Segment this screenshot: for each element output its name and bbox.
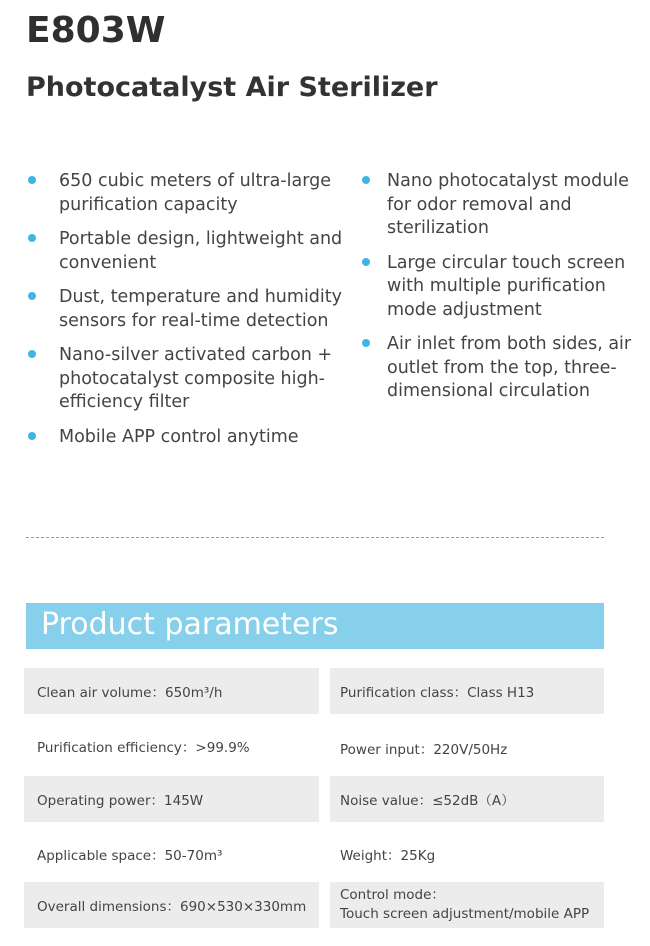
bullet-icon	[28, 432, 36, 440]
bullet-icon	[362, 258, 370, 266]
bullet-icon	[28, 234, 36, 242]
feature-text: Nano photocatalyst module for odor removal and sterilization	[387, 171, 629, 238]
param-purification-efficiency: Purification efficiency：>99.9%	[37, 740, 250, 756]
param-operating-power: Operating power：145W	[24, 776, 319, 822]
bullet-icon	[28, 350, 36, 358]
param-clean-air-volume: Clean air volume：650m³/h	[24, 668, 319, 714]
feature-item	[360, 170, 645, 241]
param-purification-class: Purification class：Class H13	[330, 668, 604, 714]
product-title: Photocatalyst Air Sterilizer	[26, 72, 438, 103]
model-number: E803W	[26, 10, 166, 51]
param-power-input: Power input：220V/50Hz	[340, 742, 508, 758]
param-noise-value: Noise value：≤52dB（A）	[330, 776, 604, 822]
dashed-divider	[26, 537, 604, 538]
param-overall-dimensions: Overall dimensions：690×530×330mm	[24, 882, 319, 928]
param-weight: Weight：25Kg	[340, 848, 436, 864]
features-right-list	[360, 170, 645, 415]
feature-item	[360, 252, 645, 323]
feature-text: 650 cubic meters of ultra-large purification capacity	[59, 171, 331, 215]
feature-text: Large circular touch screen with multiple purification mode adjustment	[387, 252, 626, 320]
params-header-banner	[26, 603, 604, 649]
param-applicable-space: Applicable space：50-70m³	[37, 848, 223, 864]
params-title: Product parameters	[41, 607, 339, 642]
feature-item	[360, 333, 645, 404]
feature-text: Mobile APP control anytime	[59, 426, 299, 447]
bullet-icon	[362, 339, 370, 347]
feature-item	[26, 344, 356, 415]
bullet-icon	[28, 292, 36, 300]
control-mode-value: Touch screen adjustment/mobile APP	[340, 906, 590, 922]
feature-text: Nano-silver activated carbon + photocatalyst composite high-efficiency filter	[59, 345, 333, 412]
feature-item	[26, 426, 356, 450]
feature-item	[26, 228, 356, 275]
bullet-icon	[362, 176, 370, 184]
features-left-list	[26, 170, 356, 460]
control-mode-text	[340, 886, 589, 924]
bullet-icon	[28, 176, 36, 184]
feature-item	[26, 170, 356, 217]
control-mode-label: Control mode：	[340, 887, 445, 903]
param-control-mode	[330, 882, 604, 928]
feature-text: Air inlet from both sides, air outlet from the top, three-dimensional circulation	[387, 334, 632, 401]
feature-item	[26, 286, 356, 333]
feature-text: Dust, temperature and humidity sensors for real-time detection	[59, 287, 342, 331]
feature-text: Portable design, lightweight and convenient	[59, 229, 343, 273]
